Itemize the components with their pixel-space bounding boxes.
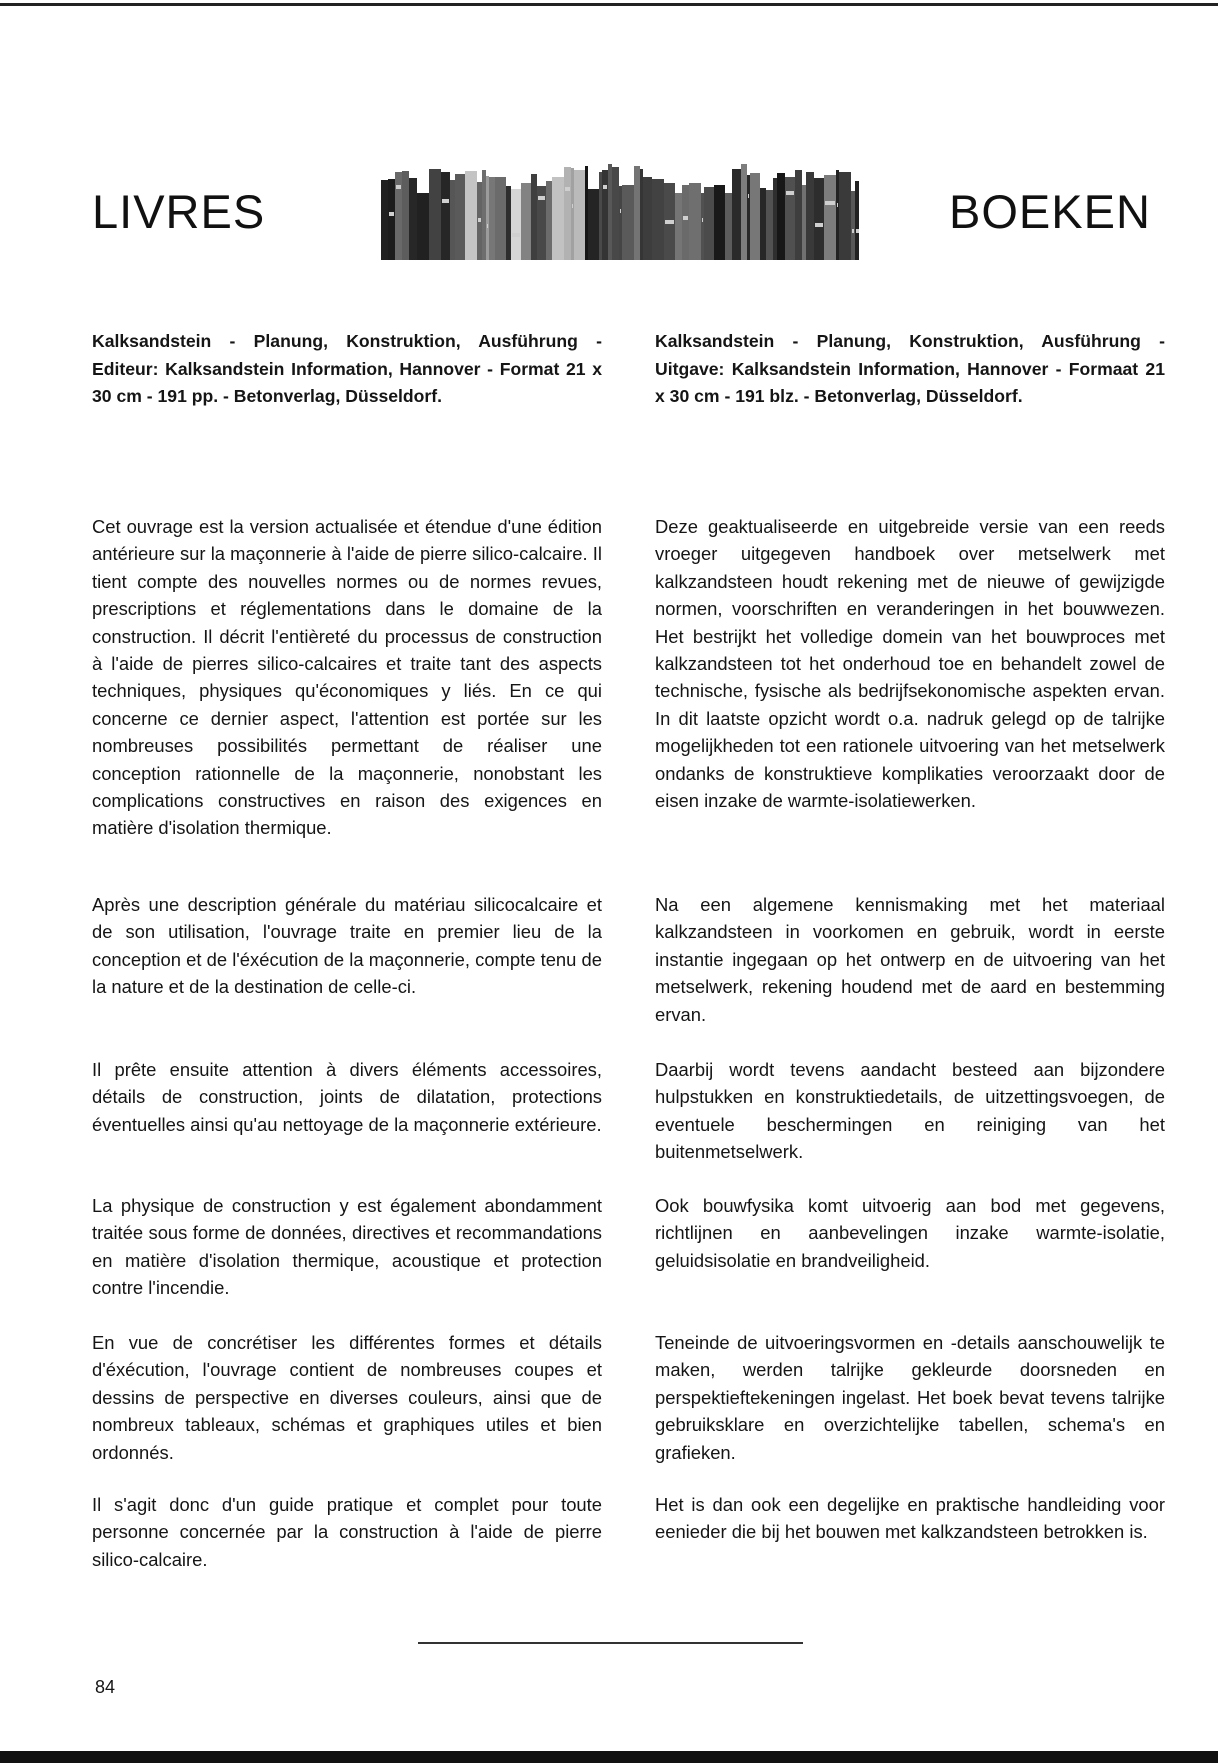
book-spine bbox=[652, 179, 664, 260]
book-label bbox=[620, 209, 621, 213]
bottom-rule bbox=[0, 1751, 1218, 1763]
paragraph-fr-3: Il prête ensuite attention à divers éléments accessoires, détails de construction, joints de dilatation, protections éventuelles ainsi qu'au nettoyage de la maçonnerie extérieure. bbox=[92, 1059, 602, 1135]
book-spine bbox=[714, 185, 725, 260]
biblio-nl bbox=[655, 328, 1165, 411]
book-spine bbox=[388, 179, 395, 260]
book-spine bbox=[760, 188, 766, 260]
paragraph-nl-4: Ook bouwfysika komt uitvoerig aan bod met gegevens, richtlijnen en aanbevelingen inzake warmte-isolatie, geluidsisolatie en brandveiligheid. bbox=[655, 1195, 1165, 1271]
book-spine bbox=[747, 175, 750, 260]
book-label bbox=[389, 212, 394, 216]
book-spine bbox=[486, 176, 489, 260]
paragraph-nl-2: Na een algemene kennismaking met het materiaal kalkzandsteen in voorkomen en gebruik, wordt in eerste instantie ingegaan op het ontwerp en de uitvoering van het metselwerk, rekening houdend met de aard en bestemming ervan. bbox=[655, 894, 1165, 1025]
book-spine bbox=[531, 174, 537, 260]
book-spine bbox=[552, 177, 564, 260]
paragraph-nl-1: Deze geaktualiseerde en uitgebreide versie van een reeds vroeger uitgegeven handboek over metselwerk met kalkzandsteen houdt rekening met de nieuwe of gewijzigde normen, voorschriften en veranderingen in het bouwwezen. Het bestrijkt het volledige domein van het bouwproces met kalkzandsteen tot het onderhoud toe en behandelt zowel de technische, fysische als bedrijfsekonomische aspekten ervan. In dit laatste opzicht wordt o.a. nadruk gelegd op de talrijke mogelijkheden tot een rationele uitvoering van het metselwerk ondanks de konstruktieve komplikaties veroorzaakt door de eisen inzake de warmte-isolatiewerken. bbox=[655, 516, 1165, 812]
book-spine bbox=[441, 172, 450, 260]
book-spine bbox=[599, 172, 602, 260]
book-spine bbox=[814, 178, 824, 260]
book-spine bbox=[689, 183, 701, 260]
book-spine bbox=[417, 193, 429, 260]
book-label bbox=[572, 204, 573, 208]
book-label bbox=[478, 218, 481, 222]
book-spine bbox=[489, 177, 495, 260]
book-label bbox=[396, 185, 401, 189]
book-label bbox=[512, 233, 520, 237]
heading-livres: LIVRES bbox=[92, 185, 266, 238]
book-label bbox=[837, 203, 838, 207]
book-spine bbox=[450, 180, 455, 260]
paragraph-nl-3: Daarbij wordt tevens aandacht besteed aan bijzondere hulpstukken en konstruktiedetails, de uitzettingsvoegen, de eventuele beschermingen en reiniging van het buitenmetselwerk. bbox=[655, 1059, 1165, 1163]
book-spine bbox=[741, 164, 747, 260]
paragraph-fr-1: Cet ouvrage est la version actualisée et étendue d'une édition antérieure sur la maçonnerie à l'aide de pierre silico-calcaire. Il tient compte des nouvelles normes ou de normes revues, prescriptions et réglementations dans le domaine de la construction. Il décrit l'entièreté du processus de construction à l'aide de pierres silico-calcaires et traite tant des aspects techniques, physiques qu'économiques y liés. En ce qui concerne ce dernier aspect, l'attention est portée sur les nombreuses possibilités permettant de réaliser une conception rationnelle de la maçonnerie, nonobstant les complications constructives en raison des exigences en matière d'isolation thermique. bbox=[92, 516, 602, 839]
book-spine bbox=[608, 164, 612, 260]
book-spine bbox=[704, 187, 714, 260]
book-label bbox=[856, 229, 859, 233]
book-label bbox=[825, 201, 835, 205]
book-label bbox=[538, 196, 545, 200]
heading-boeken: BOEKEN bbox=[949, 185, 1151, 238]
page-number: 84 bbox=[95, 1677, 116, 1697]
book-spine bbox=[777, 173, 785, 260]
book-spine bbox=[622, 185, 634, 260]
book-spine bbox=[795, 170, 802, 260]
paragraph-fr-6: Il s'agit donc d'un guide pratique et complet pour toute personne concernée par la construction à l'aide de pierre silico-calcaire. bbox=[92, 1494, 602, 1570]
book-spine bbox=[612, 167, 619, 260]
book-spine bbox=[429, 169, 441, 260]
book-spine bbox=[521, 183, 531, 260]
book-spine bbox=[619, 186, 622, 260]
book-spine bbox=[506, 186, 511, 260]
paragraph-nl-6: Het is dan ook een degelijke en praktische handleiding voor eenieder die bij het bouwen met kalkzandsteen betrokken is. bbox=[655, 1494, 1165, 1543]
book-spine bbox=[402, 171, 409, 260]
book-spine bbox=[836, 170, 839, 260]
book-spine bbox=[839, 172, 851, 260]
book-spine bbox=[732, 169, 741, 260]
book-spine bbox=[546, 181, 552, 260]
book-spine bbox=[482, 170, 486, 260]
book-label bbox=[442, 199, 449, 203]
book-spine bbox=[588, 189, 599, 260]
book-spine bbox=[574, 170, 585, 260]
paragraph-nl-5: Teneinde de uitvoeringsvormen en -details aanschouwelijk te maken, werden talrijke gekleurde doorsneden en perspektieftekeningen ingelast. Het boek bevat tevens talrijke gebruiksklare en overzichtelijke tabellen, schema's en grafieken. bbox=[655, 1332, 1165, 1463]
book-label bbox=[603, 185, 607, 189]
book-label bbox=[487, 224, 488, 228]
book-spine bbox=[725, 193, 732, 260]
book-label bbox=[683, 216, 688, 220]
book-label bbox=[748, 194, 749, 198]
book-spine bbox=[785, 177, 795, 260]
book-spine bbox=[802, 185, 806, 260]
book-label bbox=[852, 229, 854, 233]
book-spine bbox=[682, 185, 689, 260]
book-spine bbox=[465, 171, 477, 260]
book-spine bbox=[455, 174, 465, 260]
book-spine bbox=[773, 178, 777, 260]
book-spine bbox=[766, 190, 773, 260]
book-spine bbox=[634, 166, 640, 260]
book-spine bbox=[675, 193, 682, 260]
book-spine bbox=[381, 180, 388, 260]
book-label bbox=[815, 223, 823, 227]
book-label bbox=[565, 187, 570, 191]
paragraph-fr-5: En vue de concrétiser les différentes formes et détails d'éxécution, l'ouvrage contient de nombreuses coupes et dessins de perspective en diverses couleurs, ainsi que de nombreux tableaux, schémas et graphiques utiles et bien ordonnés. bbox=[92, 1332, 602, 1463]
book-spine bbox=[640, 169, 643, 260]
book-spine bbox=[409, 178, 417, 260]
book-spine bbox=[851, 191, 855, 260]
book-spine bbox=[643, 177, 652, 260]
book-spine bbox=[806, 172, 814, 260]
book-label bbox=[786, 191, 794, 195]
book-label bbox=[665, 220, 674, 224]
book-spine bbox=[585, 166, 588, 260]
book-spine bbox=[564, 167, 571, 260]
top-rule bbox=[0, 3, 1218, 6]
book-label bbox=[702, 218, 703, 222]
biblio-fr-text: Kalksandstein - Planung, Konstruktion, Ausführung - Editeur: Kalksandstein Information, Hannover - Format 21 x 30 cm - 191 pp. - Betonverlag, Düsseldorf. bbox=[92, 331, 602, 406]
footer-rule bbox=[418, 1642, 803, 1644]
biblio-nl-text: Kalksandstein - Planung, Konstruktion, Ausführung - Uitgave: Kalksandstein Information, Hannover - Formaat 21 x 30 cm - 191 blz. - Betonverlag, Düsseldorf. bbox=[655, 331, 1165, 406]
book-spine bbox=[855, 181, 859, 260]
book-spine bbox=[701, 193, 704, 260]
biblio-fr bbox=[92, 328, 602, 411]
book-spine bbox=[824, 175, 836, 260]
book-spine bbox=[571, 168, 574, 260]
book-spine bbox=[602, 170, 608, 260]
book-spine bbox=[511, 189, 521, 260]
paragraph-fr-4: La physique de construction y est également abondamment traitée sous forme de données, directives et recommandations en matière d'isolation thermique, acoustique et protection contre l'incendie. bbox=[92, 1195, 602, 1299]
book-spine bbox=[750, 173, 760, 260]
paragraph-fr-2: Après une description générale du matériau silicocalcaire et de son utilisation, l'ouvrage traite en premier lieu de la conception et de l'éxécution de la maçonnerie, compte tenu de la nature et de la destination de celle-ci. bbox=[92, 894, 602, 998]
book-spine bbox=[495, 177, 506, 260]
bookshelf-image bbox=[381, 160, 859, 260]
